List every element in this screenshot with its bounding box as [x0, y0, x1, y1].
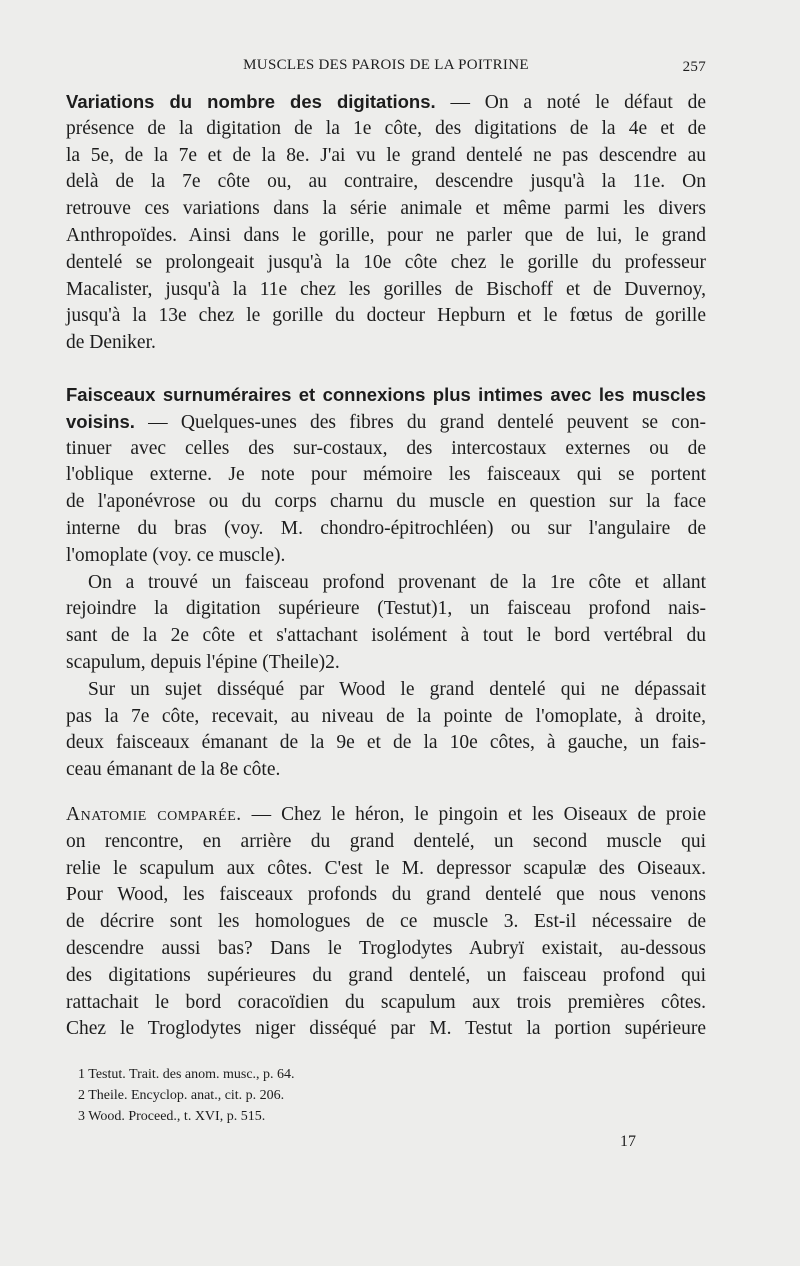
text-line: tinuer avec celles des sur-costaux, des intercostaux externes ou de	[66, 437, 706, 459]
section-faisceaux	[66, 382, 706, 784]
text-line: voisins. — Quelques-unes des fibres du grand dentelé peuvent se con-	[66, 410, 706, 433]
text-line: on rencontre, en arrière du grand dentelé, un second muscle qui	[66, 830, 706, 852]
text-line: descendre aussi bas? Dans le Troglodytes Aubryï existait, au-dessous	[66, 937, 706, 959]
running-title: MUSCLES DES PAROIS DE LA POITRINE	[243, 57, 529, 73]
section-heading-cont: voisins.	[66, 410, 135, 432]
text-line: Anthropoïdes. Ainsi dans le gorille, pour ne parler que de lui, le grand	[66, 224, 706, 246]
text-line: pas la 7e côte, recevait, au niveau de la pointe de l'omoplate, à droite,	[66, 705, 706, 727]
text-line: Macalister, jusqu'à la 11e chez les gorilles de Bischoff et de Duvernoy,	[66, 278, 706, 300]
section-heading: Anatomie comparée.	[66, 804, 242, 825]
text-line: delà de la 7e côte ou, au contraire, descendre jusqu'à la 11e. On	[66, 171, 706, 193]
section-anatomie-comparee	[66, 802, 706, 1043]
page-number: 257	[682, 59, 706, 75]
text-line: Anatomie comparée. — Chez le héron, le pingoin et les Oiseaux de proie	[66, 804, 706, 825]
section-heading: Faisceaux surnuméraires et connexions plus intimes avec les muscles	[66, 384, 706, 405]
text-line: la 5e, de la 7e et de la 8e. J'ai vu le grand dentelé ne pas descendre au	[66, 144, 706, 166]
text-line: Sur un sujet disséqué par Wood le grand dentelé qui ne dépassait	[88, 678, 706, 700]
text-line: l'oblique externe. Je note pour mémoire les faisceaux qui se portent	[66, 464, 706, 486]
running-header	[66, 57, 706, 81]
text-line: Chez le Troglodytes niger disséqué par M. Testut la portion supérieure	[66, 1018, 706, 1040]
text-line: ceau émanant de la 8e côte.	[66, 759, 281, 781]
text-line: de décrire sont les homologues de ce muscle 3. Est-il nécessaire de	[66, 911, 706, 933]
text-line: Pour Wood, les faisceaux profonds du grand dentelé que nous venons	[66, 884, 706, 906]
text-line: retrouve ces variations dans la série animale et même parmi les divers	[66, 198, 706, 220]
text-line: Variations du nombre des digitations. — On a noté le défaut de	[66, 91, 706, 113]
text-line: des digitations supérieures du grand dentelé, un faisceau profond qui	[66, 964, 706, 986]
text-line: interne du bras (voy. M. chondro-épitrochléen) ou sur l'angulaire de	[66, 517, 706, 539]
section-variations	[66, 89, 706, 357]
text-line: sant de la 2e côte et s'attachant isolément à tout le bord vertébral du	[66, 625, 706, 647]
text-line: deux faisceaux émanant de la 9e et de la 10e côtes, à gauche, un fais-	[66, 732, 706, 754]
text-line: relie le scapulum aux côtes. C'est le M. depressor scapulæ des Oiseaux.	[66, 857, 706, 879]
text-line: présence de la digitation de la 1e côte, des digitations de la 4e et de	[66, 117, 706, 139]
signature-mark: 17	[620, 1133, 636, 1150]
footnote: 3 Wood. Proceed., t. XVI, p. 515.	[78, 1109, 266, 1124]
text-line: l'omoplate (voy. ce muscle).	[66, 544, 286, 566]
footnote: 2 Theile. Encyclop. anat., cit. p. 206.	[78, 1088, 285, 1103]
text-line: rattachait le bord coracoïdien du scapulum aux trois premières côtes.	[66, 991, 706, 1013]
text-line: dentelé se prolongeait jusqu'à la 10e côte chez le gorille du professeur	[66, 251, 706, 273]
text-line: de Deniker.	[66, 332, 156, 354]
text-line: jusqu'à la 13e chez le gorille du docteur Hepburn et le fœtus de gorille	[66, 305, 706, 327]
footnotes	[78, 1064, 678, 1127]
text-line: scapulum, depuis l'épine (Theile)2.	[66, 651, 340, 673]
section-heading: Variations du nombre des digitations.	[66, 91, 436, 112]
text-line: rejoindre la digitation supérieure (Testut)1, un faisceau profond nais-	[66, 598, 706, 620]
text-line: de l'aponévrose ou du corps charnu du muscle en question sur la face	[66, 491, 706, 513]
footnote: 1 Testut. Trait. des anom. musc., p. 64.	[78, 1067, 295, 1082]
text-line: On a trouvé un faisceau profond provenant de la 1re côte et allant	[88, 571, 706, 593]
